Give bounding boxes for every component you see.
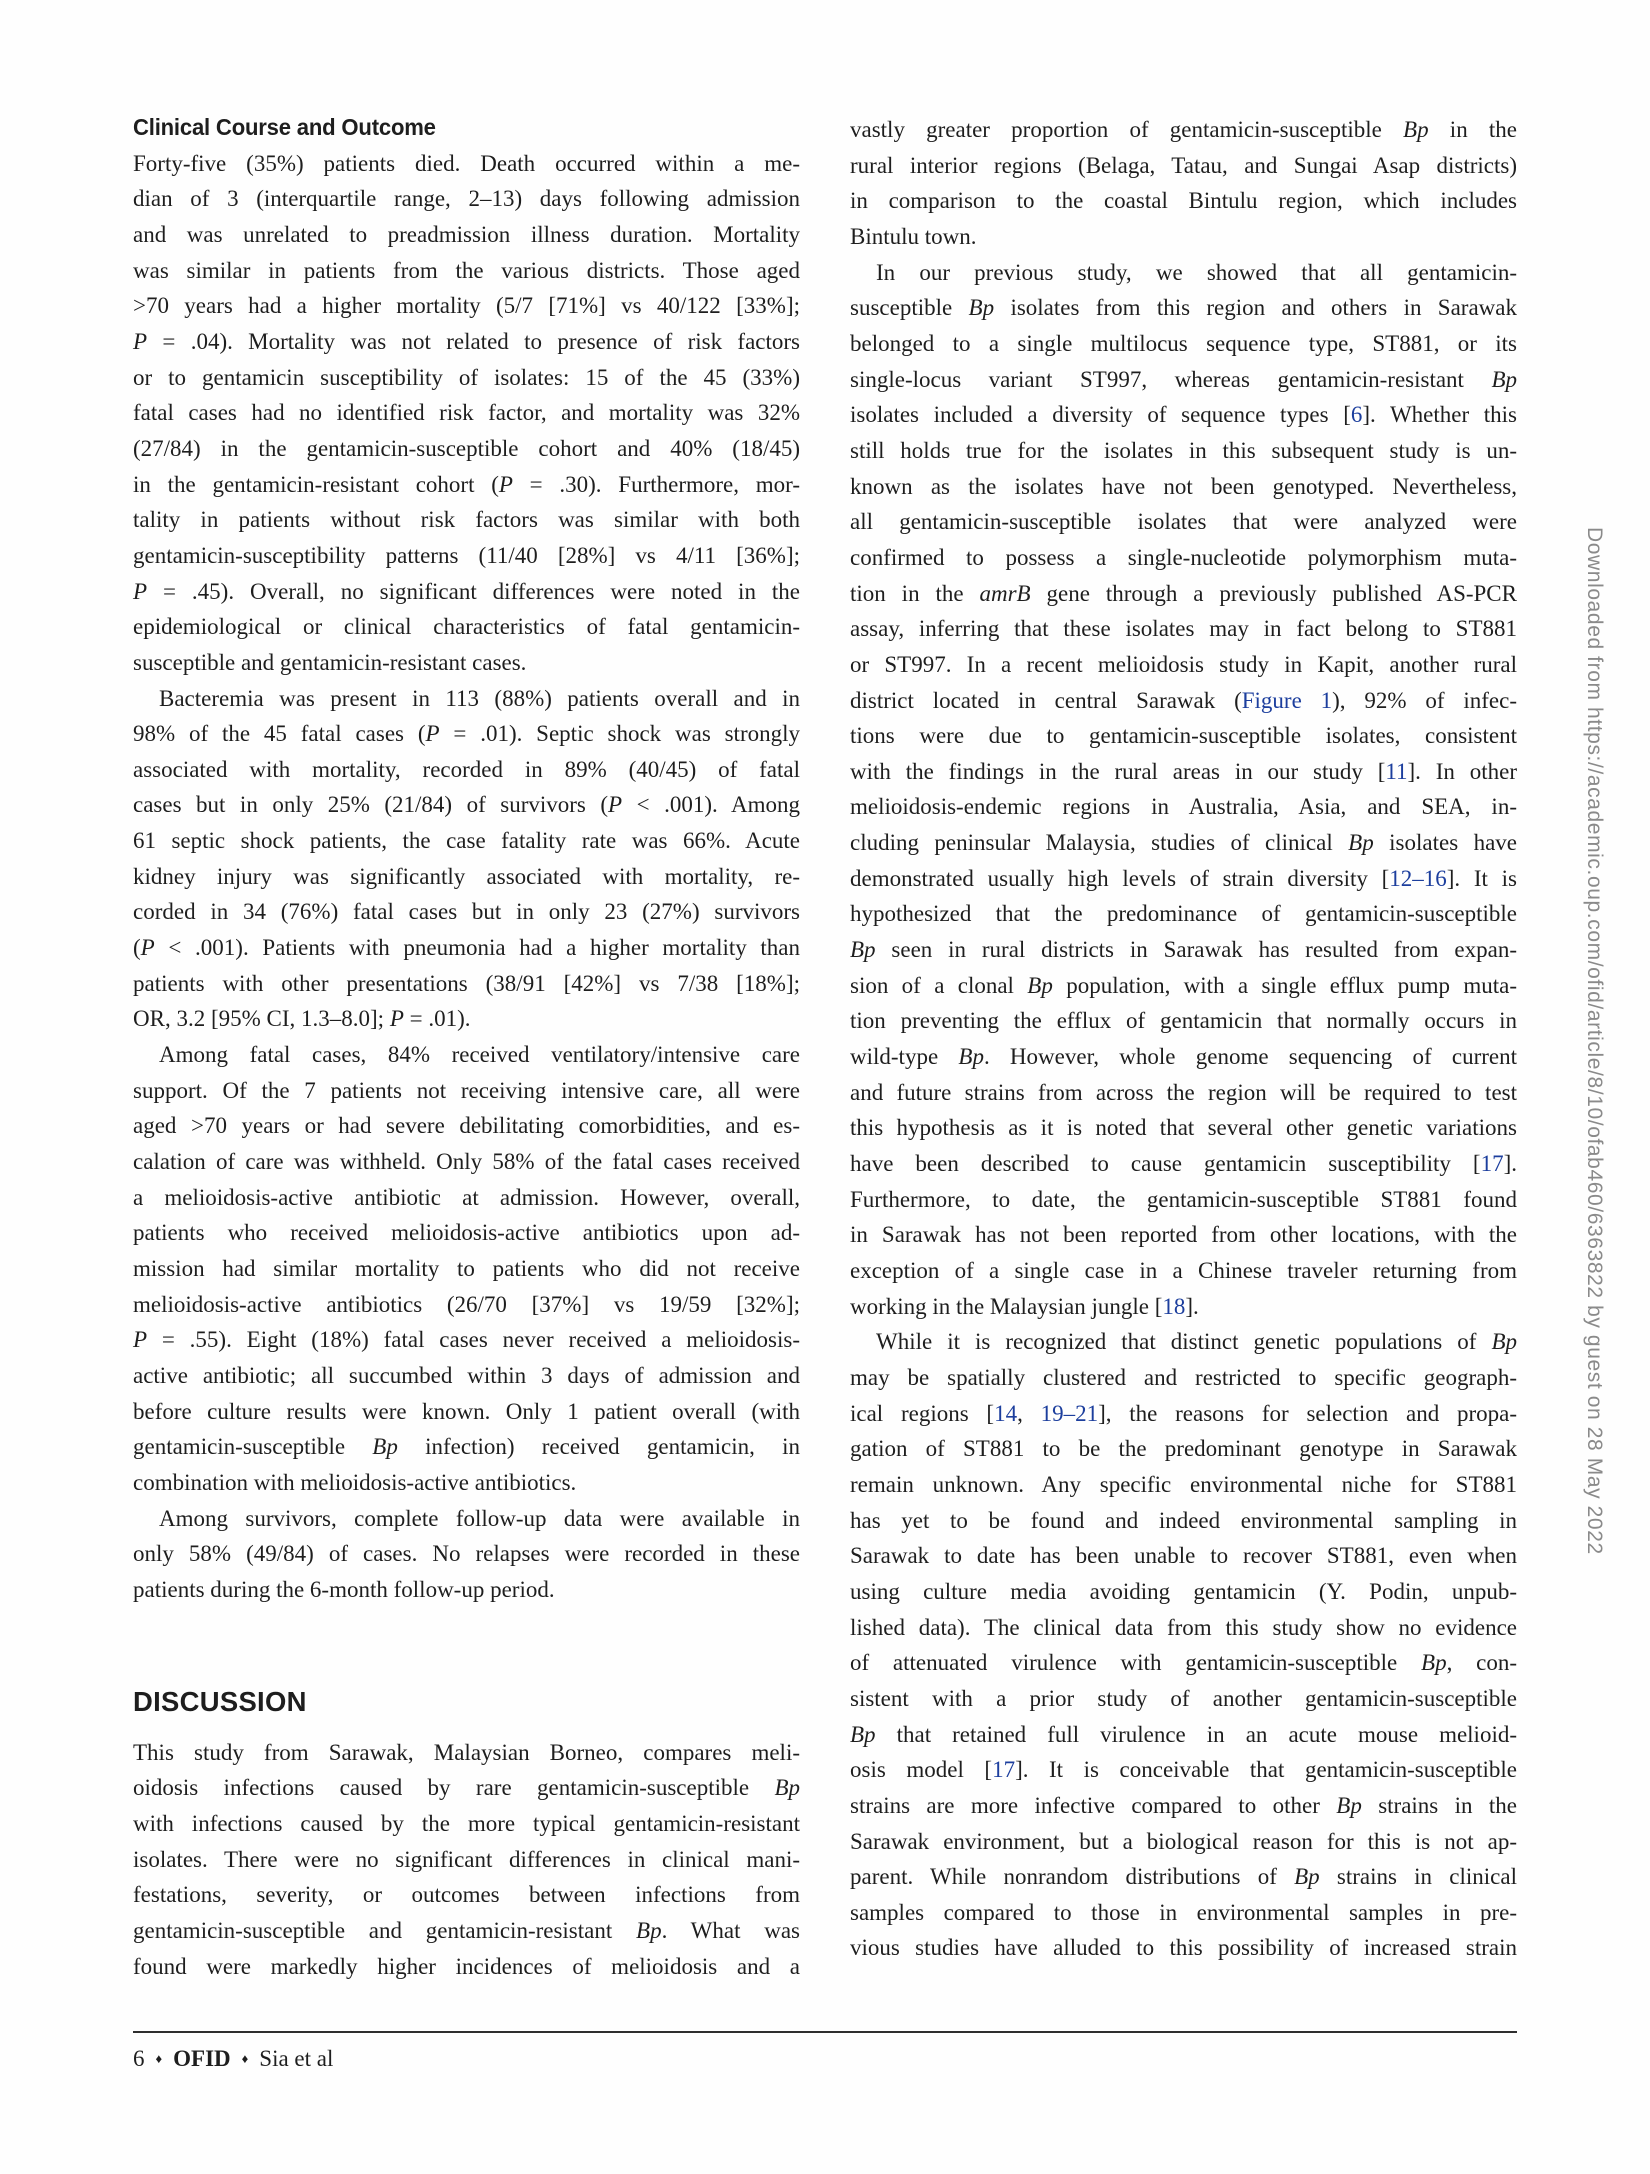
text-line: While it is recognized that distinct genetic populations of Bp — [876, 1329, 1517, 1355]
italic-term: Bp — [1491, 1329, 1517, 1355]
text-line: (P < .001). Patients with pneumonia had a higher mortality than — [133, 935, 800, 961]
text-line: support. Of the 7 patients not receiving intensive care, all were — [133, 1077, 800, 1103]
text-line: kidney injury was significantly associated with mortality, re- — [133, 863, 800, 889]
italic-term: P — [425, 721, 440, 747]
text-line: in Sarawak has not been reported from other locations, with the — [850, 1222, 1517, 1248]
page-number: 6 — [133, 2046, 145, 2071]
text-line: isolates. There were no significant differences in clinical mani- — [133, 1846, 800, 1872]
citation-link[interactable]: 17 — [1480, 1151, 1504, 1177]
text-line: susceptible and gentamicin-resistant cases. — [133, 649, 527, 675]
text-line: assay, inferring that these isolates may in fact belong to ST881 — [850, 616, 1517, 642]
text-line: rural interior regions (Belaga, Tatau, and Sungai Asap districts) — [850, 152, 1517, 178]
text-line: calation of care was withheld. Only 58% of the fatal cases received — [133, 1149, 800, 1175]
text-line: OR, 3.2 [95% CI, 1.3–8.0]; P = .01). — [133, 1006, 471, 1032]
text-line: parent. While nonrandom distributions of Bp strains in clinical — [850, 1864, 1517, 1890]
citation-link[interactable]: 19–21 — [1040, 1400, 1099, 1426]
text-line: with the findings in the rural areas in our study [11]. In other — [850, 758, 1517, 784]
diamond-separator-icon: ♦ — [155, 2051, 163, 2066]
citation-link[interactable]: 12–16 — [1389, 865, 1447, 891]
text-line: remain unknown. Any specific environmental niche for ST881 — [850, 1471, 1517, 1497]
italic-term: P — [133, 578, 148, 604]
italic-term: Bp — [1403, 117, 1429, 142]
italic-term: Bp — [1491, 366, 1517, 392]
text-line: exception of a single case in a Chinese traveler returning from — [850, 1258, 1517, 1283]
figure-link[interactable]: Figure 1 — [1241, 687, 1333, 713]
download-watermark: Downloaded from https://academic.oup.com/ofid/article/8/10/ofab460/6363822 by guest on 28 May 2022 — [1583, 527, 1606, 1555]
citation-link[interactable]: 11 — [1385, 758, 1408, 784]
text-line: and future strains from across the region will be required to test — [850, 1079, 1517, 1105]
text-line: a melioidosis-active antibiotic at admission. However, overall, — [133, 1184, 800, 1210]
text-line: lished data). The clinical data from this study show no evidence — [850, 1614, 1517, 1640]
text-line: mission had similar mortality to patients who did not receive — [133, 1256, 800, 1281]
text-line: Among fatal cases, 84% received ventilatory/intensive care — [159, 1042, 800, 1068]
journal-name: OFID — [173, 2046, 231, 2071]
text-line: in the gentamicin-resistant cohort (P = .30). Furthermore, mor- — [133, 471, 800, 497]
italic-term: Bp — [1027, 972, 1053, 998]
paragraph — [133, 146, 800, 681]
text-line: 61 septic shock patients, the case fatality rate was 66%. Acute — [133, 828, 800, 854]
text-line: This study from Sarawak, Malaysian Borneo, compares meli- — [133, 1739, 800, 1765]
text-line: P = .45). Overall, no significant differences were noted in the — [133, 578, 800, 604]
text-line: gentamicin-susceptible and gentamicin-resistant Bp. What was — [133, 1917, 800, 1943]
text-line: festations, severity, or outcomes between infections from — [133, 1882, 800, 1908]
text-line: belonged to a single multilocus sequence type, ST881, or its — [850, 330, 1517, 356]
text-line: dian of 3 (interquartile range, 2–13) days following admission — [133, 186, 800, 212]
text-line: Furthermore, to date, the gentamicin-susceptible ST881 found — [850, 1186, 1517, 1212]
text-line: single-locus variant ST997, whereas gentamicin-resistant Bp — [850, 366, 1517, 392]
text-line: vastly greater proportion of gentamicin-susceptible Bp in the — [850, 117, 1517, 142]
text-line: working in the Malaysian jungle [18]. — [850, 1293, 1199, 1319]
italic-term: Bp — [968, 295, 995, 321]
text-line: Sarawak environment, but a biological reason for this is not ap- — [850, 1828, 1517, 1854]
italic-term: P — [389, 1006, 404, 1032]
right-column — [850, 112, 1517, 1966]
citation-link[interactable]: 18 — [1162, 1293, 1186, 1319]
text-line: cases but in only 25% (21/84) of survivors (P < .001). Among — [133, 792, 800, 818]
italic-term: Bp — [1348, 830, 1374, 856]
italic-term: Bp — [372, 1434, 398, 1460]
text-line: district located in central Sarawak (Figure 1), 92% of infec- — [850, 687, 1517, 713]
citation-link[interactable]: 14 — [994, 1400, 1018, 1426]
text-line: isolates included a diversity of sequence types [6]. Whether this — [850, 402, 1517, 428]
text-line: tality in patients without risk factors was similar with both — [133, 507, 800, 533]
text-line: Sarawak to date has been unable to recover ST881, even when — [850, 1543, 1517, 1569]
text-line: patients with other presentations (38/91 [42%] vs 7/38 [18%]; — [133, 970, 800, 996]
paragraph — [133, 1037, 800, 1501]
text-line: using culture media avoiding gentamicin (Y. Podin, unpub- — [850, 1578, 1517, 1604]
text-line: epidemiological or clinical characteristics of fatal gentamicin- — [133, 614, 800, 640]
text-line: hypothesized that the predominance of gentamicin-susceptible — [850, 901, 1517, 927]
text-line: melioidosis-endemic regions in Australia, Asia, and SEA, in- — [850, 794, 1517, 820]
text-line: sion of a clonal Bp population, with a single efflux pump muta- — [850, 972, 1517, 998]
text-line: patients who received melioidosis-active antibiotics upon ad- — [133, 1220, 800, 1246]
text-line: active antibiotic; all succumbed within 3 days of admission and — [133, 1362, 800, 1388]
text-line: aged >70 years or had severe debilitating comorbidities, and es- — [133, 1113, 800, 1139]
text-line: 98% of the 45 fatal cases (P = .01). Septic shock was strongly — [133, 721, 800, 747]
text-line: Bp seen in rural districts in Sarawak has resulted from expan- — [850, 937, 1517, 963]
text-line: tions were due to gentamicin-susceptible isolates, consistent — [850, 723, 1517, 749]
text-line: sistent with a prior study of another gentamicin-susceptible — [850, 1685, 1517, 1711]
text-line: of attenuated virulence with gentamicin-susceptible Bp, con- — [850, 1650, 1517, 1676]
paragraph — [850, 255, 1517, 1325]
text-line: found were markedly higher incidences of melioidosis and a — [133, 1953, 800, 1979]
text-line: in comparison to the coastal Bintulu region, which includes — [850, 188, 1517, 214]
text-line: confirmed to possess a single-nucleotide polymorphism muta- — [850, 544, 1517, 570]
text-line: still holds true for the isolates in this subsequent study is un- — [850, 437, 1517, 463]
text-line: only 58% (49/84) of cases. No relapses were recorded in these — [133, 1541, 800, 1567]
text-line: In our previous study, we showed that all gentamicin- — [876, 259, 1517, 285]
italic-term: P — [133, 328, 148, 354]
text-line: vious studies have alluded to this possibility of increased strain — [850, 1935, 1517, 1961]
text-line: oidosis infections caused by rare gentamicin-susceptible Bp — [133, 1775, 800, 1801]
italic-term: amrB — [979, 580, 1031, 606]
text-line: demonstrated usually high levels of strain diversity [12–16]. It is — [850, 865, 1517, 891]
footer — [133, 2046, 333, 2072]
text-line: or ST997. In a recent melioidosis study in Kapit, another rural — [850, 651, 1517, 677]
text-line: cluding peninsular Malaysia, studies of clinical Bp isolates have — [850, 830, 1517, 856]
text-line: may be spatially clustered and restricted to specific geograph- — [850, 1364, 1517, 1390]
text-line: tion in the amrB gene through a previously published AS-PCR — [850, 580, 1517, 606]
italic-term: Bp — [850, 937, 876, 963]
paragraph — [133, 1501, 800, 1608]
section-heading: DISCUSSION — [133, 1685, 307, 1717]
text-line: corded in 34 (76%) fatal cases but in only 23 (27%) survivors — [133, 899, 800, 925]
text-line: gentamicin-susceptible Bp infection) received gentamicin, in — [133, 1434, 800, 1460]
paragraph — [133, 1735, 800, 1985]
text-line: gation of ST881 to be the predominant genotype in Sarawak — [850, 1436, 1517, 1462]
text-line: susceptible Bp isolates from this region and others in Sarawak — [850, 295, 1517, 321]
subsection-heading: Clinical Course and Outcome — [133, 114, 436, 140]
diamond-separator-icon: ♦ — [241, 2051, 249, 2066]
text-line: >70 years had a higher mortality (5/7 [71%] vs 40/122 [33%]; — [133, 293, 800, 319]
text-line: Bacteremia was present in 113 (88%) patients overall and in — [159, 685, 800, 711]
italic-term: Bp — [1294, 1864, 1320, 1890]
italic-term: P — [140, 935, 155, 961]
text-line: combination with melioidosis-active antibiotics. — [133, 1469, 577, 1495]
footer-rule — [133, 2031, 1517, 2033]
text-line: has yet to be found and indeed environmental sampling in — [850, 1507, 1517, 1533]
italic-term: P — [608, 792, 623, 818]
italic-term: Bp — [1336, 1792, 1362, 1818]
text-line: ical regions [14, 19–21], the reasons for selection and propa- — [850, 1400, 1517, 1426]
text-line: strains are more infective compared to other Bp strains in the — [850, 1792, 1517, 1818]
italic-term: Bp — [774, 1775, 800, 1801]
italic-term: Bp — [958, 1044, 984, 1070]
text-line: have been described to cause gentamicin susceptibility [17]. — [850, 1151, 1517, 1177]
text-line: this hypothesis as it is noted that several other genetic variations — [850, 1115, 1517, 1141]
text-line: tion preventing the efflux of gentamicin that normally occurs in — [850, 1008, 1517, 1034]
text-line: melioidosis-active antibiotics (26/70 [37%] vs 19/59 [32%]; — [133, 1291, 800, 1317]
text-line: Bintulu town. — [850, 223, 977, 249]
text-line: P = .55). Eight (18%) fatal cases never received a melioidosis- — [133, 1327, 800, 1353]
text-line: all gentamicin-susceptible isolates that were analyzed were — [850, 509, 1517, 535]
text-line: known as the isolates have not been genotyped. Nevertheless, — [850, 473, 1517, 499]
text-line: with infections caused by the more typical gentamicin-resistant — [133, 1810, 800, 1836]
italic-term: P — [498, 471, 513, 497]
text-line: gentamicin-susceptibility patterns (11/40 [28%] vs 4/11 [36%]; — [133, 542, 800, 568]
text-line: or to gentamicin susceptibility of isolates: 15 of the 45 (33%) — [133, 364, 800, 390]
text-line: patients during the 6-month follow-up period. — [133, 1576, 555, 1602]
text-line: P = .04). Mortality was not related to presence of risk factors — [133, 328, 800, 354]
text-line: samples compared to those in environmental samples in pre- — [850, 1899, 1517, 1925]
left-column — [133, 110, 800, 1984]
authors: Sia et al — [259, 2046, 334, 2071]
italic-term: Bp — [1421, 1650, 1447, 1676]
paragraph — [850, 112, 1517, 255]
text-line: was similar in patients from the various districts. Those aged — [133, 257, 800, 283]
text-line: Among survivors, complete follow-up data were available in — [159, 1505, 800, 1531]
italic-term: Bp — [636, 1917, 662, 1943]
citation-link[interactable]: 17 — [992, 1757, 1016, 1783]
text-line: osis model [17]. It is conceivable that gentamicin-susceptible — [850, 1757, 1517, 1783]
text-line: Forty-five (35%) patients died. Death occurred within a me- — [133, 150, 800, 176]
text-line: associated with mortality, recorded in 89% (40/45) of fatal — [133, 756, 800, 782]
text-line: (27/84) in the gentamicin-susceptible cohort and 40% (18/45) — [133, 435, 800, 461]
italic-term: Bp — [850, 1721, 876, 1747]
text-line: and was unrelated to preadmission illness duration. Mortality — [133, 221, 800, 247]
text-line: fatal cases had no identified risk factor, and mortality was 32% — [133, 400, 800, 426]
text-line: wild-type Bp. However, whole genome sequencing of current — [850, 1044, 1517, 1070]
citation-link[interactable]: 6 — [1350, 402, 1363, 428]
paragraph — [850, 1324, 1517, 1966]
italic-term: P — [133, 1327, 148, 1353]
paragraph — [133, 681, 800, 1038]
text-line: Bp that retained full virulence in an acute mouse melioid- — [850, 1721, 1517, 1747]
text-line: before culture results were known. Only 1 patient overall (with — [133, 1398, 800, 1424]
